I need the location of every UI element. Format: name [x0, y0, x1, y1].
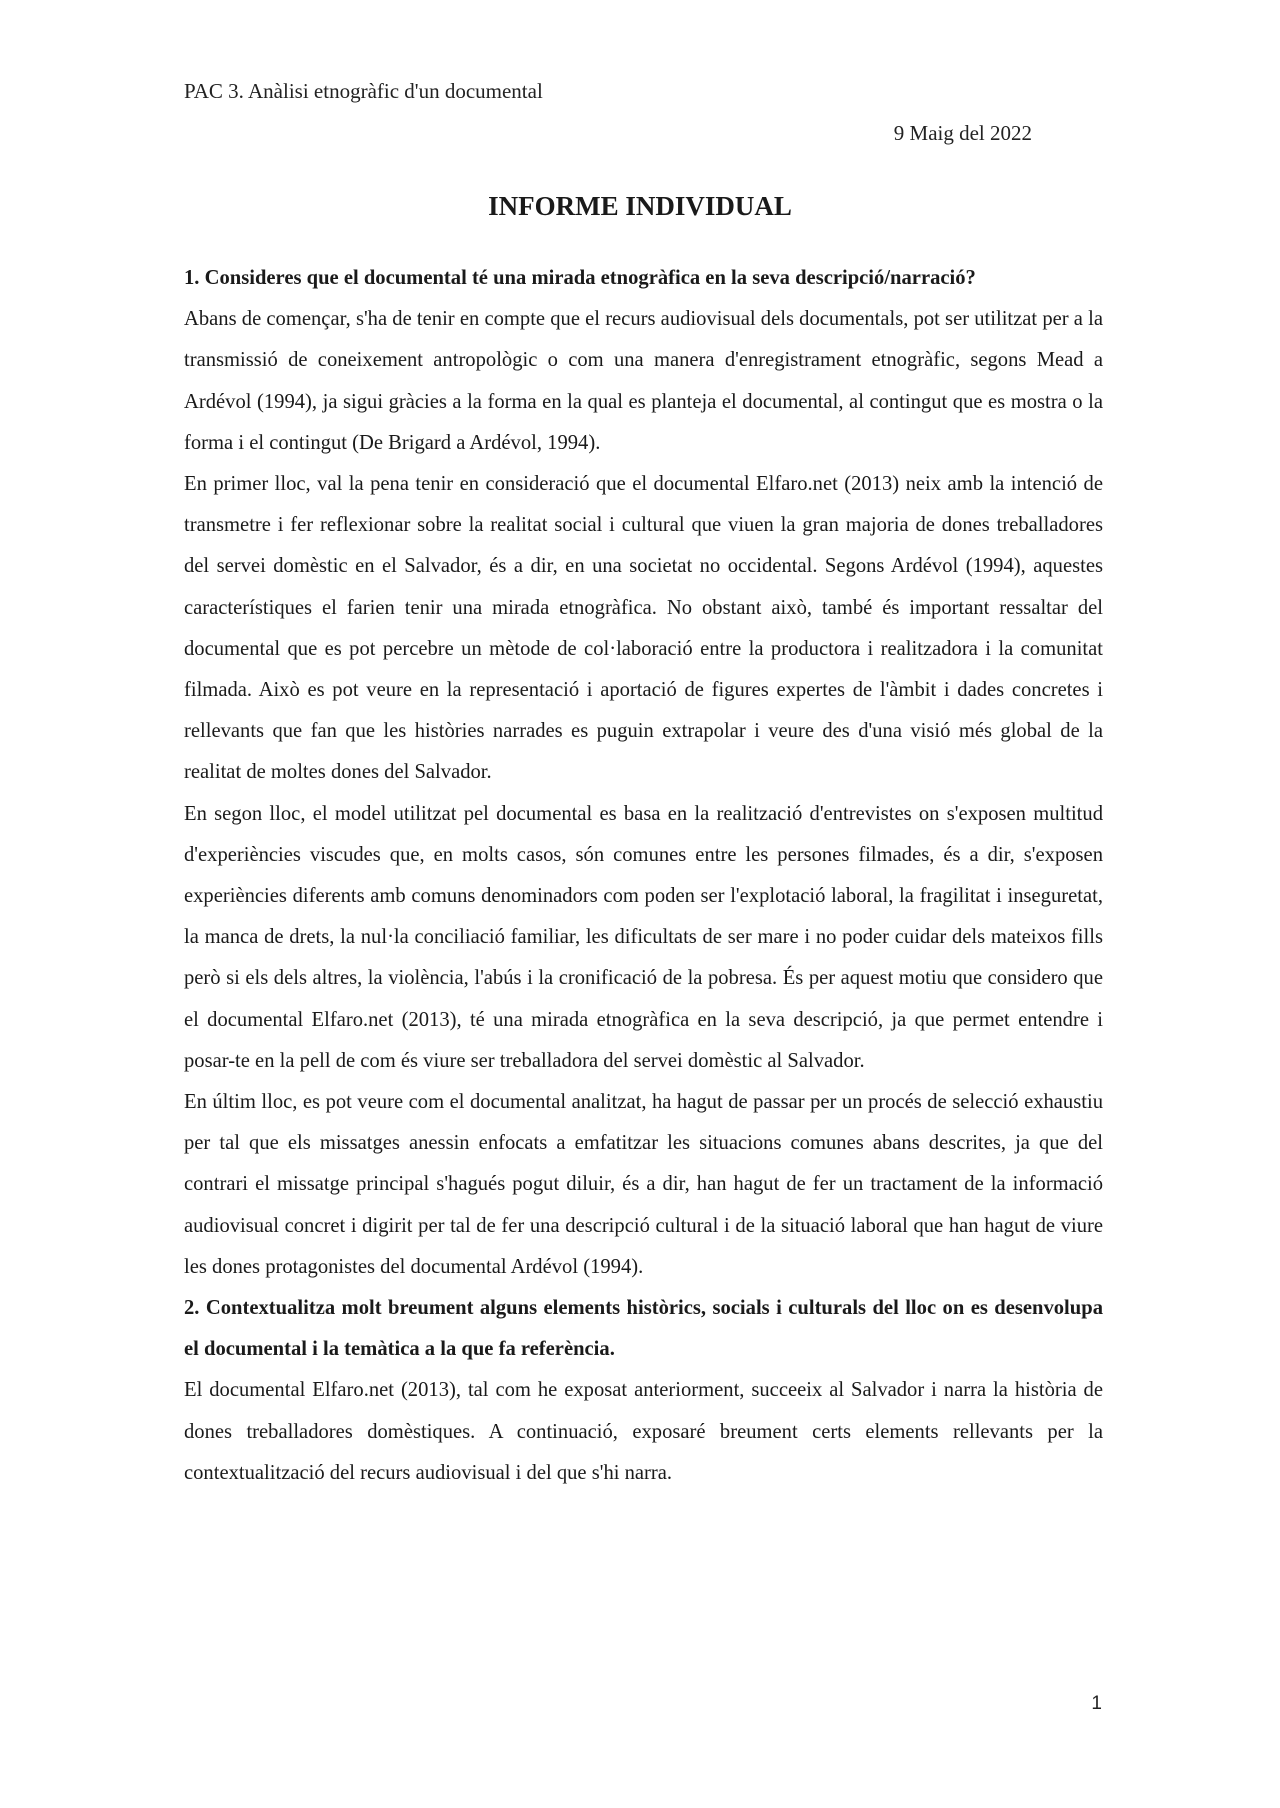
page-number: 1: [1091, 1693, 1102, 1714]
paragraph: En primer lloc, val la pena tenir en consideració que el documental Elfaro.net (2013) neix amb la intenció de transmetre i fer reflexionar sobre la realitat social i cultural que viuen la gran majoria de dones treballadores del servei domèstic en el Salvador, és a dir, en una societat no occidental. Segons Ardévol (1994), aquestes característiques el farien tenir una mirada etnogràfica. No obstant això, també és important ressaltar del documental que es pot percebre un mètode de col·laboració entre la productora i realitzadora i la comunitat filmada. Això es pot veure en la representació i aportació de figures expertes de l'àmbit i dades concretes i rellevants que fan que les històries narrades es puguin extrapolar i veure des d'una visió més global de la realitat de moltes dones del Salvador.: [184, 473, 1103, 784]
paragraph: En últim lloc, es pot veure com el documental analitzat, ha hagut de passar per un procés de selecció exhaustiu per tal que els missatges anessin enfocats a emfatitzar les situacions comunes abans descrites, ja que del contrari el missatge principal s'hagués pogut diluir, és a dir, han hagut de fer un tractament de la informació audiovisual concret i digirit per tal de fer una descripció cultural i de la situació laboral que han hagut de viure les dones protagonistes del documental Ardévol (1994).: [184, 1091, 1103, 1278]
paragraph: En segon lloc, el model utilitzat pel documental es basa en la realització d'entrevistes on s'exposen multitud d'experiències viscudes que, en molts casos, són comunes entre les persones filmades, és a dir, s'exposen experiències diferents amb comuns denominadors com poden ser l'explotació laboral, la fragilitat i inseguretat, la manca de drets, la nul·la conciliació familiar, les dificultats de ser mare i no poder cuidar dels mateixos fills però si els dels altres, la violència, l'abús i la cronificació de la pobresa. És per aquest motiu que considero que el documental Elfaro.net (2013), té una mirada etnogràfica en la seva descripció, ja que permet entendre i posar-te en la pell de com és viure ser treballadora del servei domèstic al Salvador.: [184, 802, 1103, 1072]
question-2-heading: 2. Contextualitza molt breument alguns elements històrics, socials i culturals del lloc on es desenvolupa el documental i la temàtica a la que fa referència.: [184, 1297, 1103, 1361]
paragraph: El documental Elfaro.net (2013), tal com he exposat anteriorment, succeeix al Salvador i narra la història de dones treballadores domèstiques. A continuació, exposaré breument certs elements rellevants per la contextualització del recurs audiovisual i del que s'hi narra.: [184, 1379, 1103, 1484]
header-course-title: PAC 3. Anàlisi etnogràfic d'un documental: [184, 79, 543, 103]
paragraph: Abans de començar, s'ha de tenir en compte que el recurs audiovisual dels documentals, pot ser utilitzat per a la transmissió de coneixement antropològic o com una manera d'enregistrament etnogràfic, segons Mead a Ardévol (1994), ja sigui gràcies a la forma en la qual es planteja el documental, al contingut que es mostra o la forma i el contingut (De Brigard a Ardévol, 1994).: [184, 308, 1103, 454]
header-date: 9 Maig del 2022: [893, 121, 1032, 145]
question-1-heading: 1. Consideres que el documental té una mirada etnogràfica en la seva descripció/narració?: [184, 267, 976, 289]
document-body: [184, 258, 1103, 1494]
document-title: INFORME INDIVIDUAL: [488, 191, 792, 221]
